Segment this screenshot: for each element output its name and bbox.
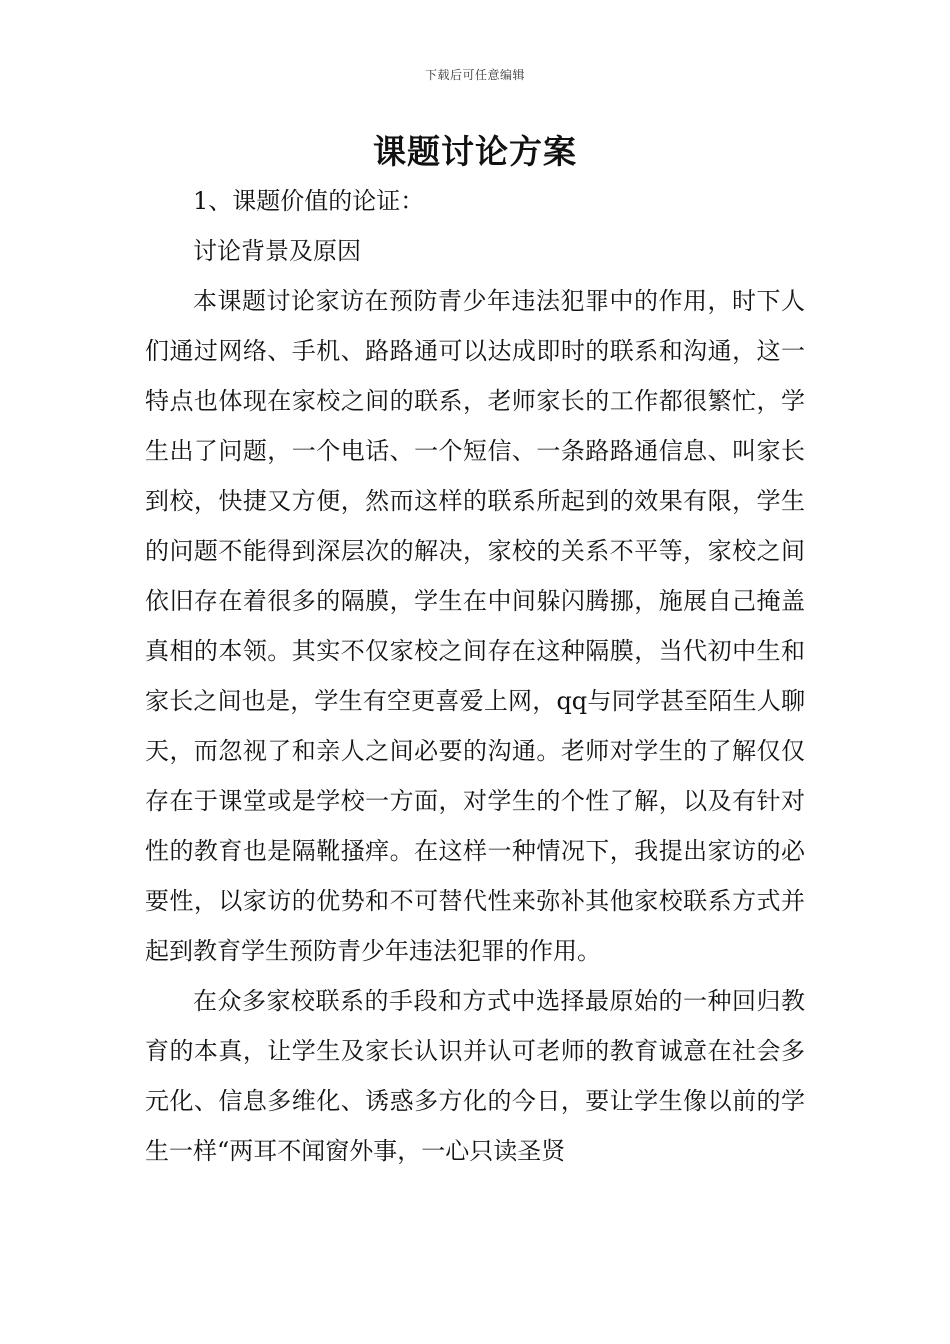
section-heading: 1、课题价值的论证：	[193, 187, 425, 215]
subsection-heading: 讨论背景及原因	[193, 237, 361, 265]
body-paragraph: 本课题讨论家访在预防青少年违法犯罪中的作用，时下人们通过网络、手机、路路通可以达成即时的联系和沟通，这一特点也体现在家校之间的联系，老师家长的工作都很繁忙，学生出了问题，一个电话、一个短信、一条路路通信息、叫家长到校，快捷又方便，然而这样的联系所起到的效果有限，学生的问题不能得到深层次的解决，家校的关系不平等，家校之间依旧存在着很多的隔膜，学生在中间躲闪腾挪，施展自己掩盖真相的本领。其实不仅家校之间存在这种隔膜，当代初中生和家长之间也是，学生有空更喜爱上网，qq与同学甚至陌生人聊天，而忽视了和亲人之间必要的沟通。老师对学生的了解仅仅存在于课堂或是学校一方面，对学生的个性了解，以及有针对性的教育也是隔靴搔痒。在这样一种情况下，我提出家访的必要性，以家访的优势和不可替代性来弥补其他家校联系方式并起到教育学生预防青少年违法犯罪的作用。	[145, 287, 805, 965]
document-title: 课题讨论方案	[373, 132, 577, 171]
body-paragraph: 在众多家校联系的手段和方式中选择最原始的一种回归教育的本真，让学生及家长认识并认可老师的教育诚意在社会多元化、信息多维化、诱惑多方化的今日，要让学生像以前的学生一样“两耳不闻窗外事，一心只读圣贤	[145, 987, 805, 1165]
header-note: 下载后可任意编辑	[424, 68, 525, 82]
document-body	[145, 176, 805, 1176]
